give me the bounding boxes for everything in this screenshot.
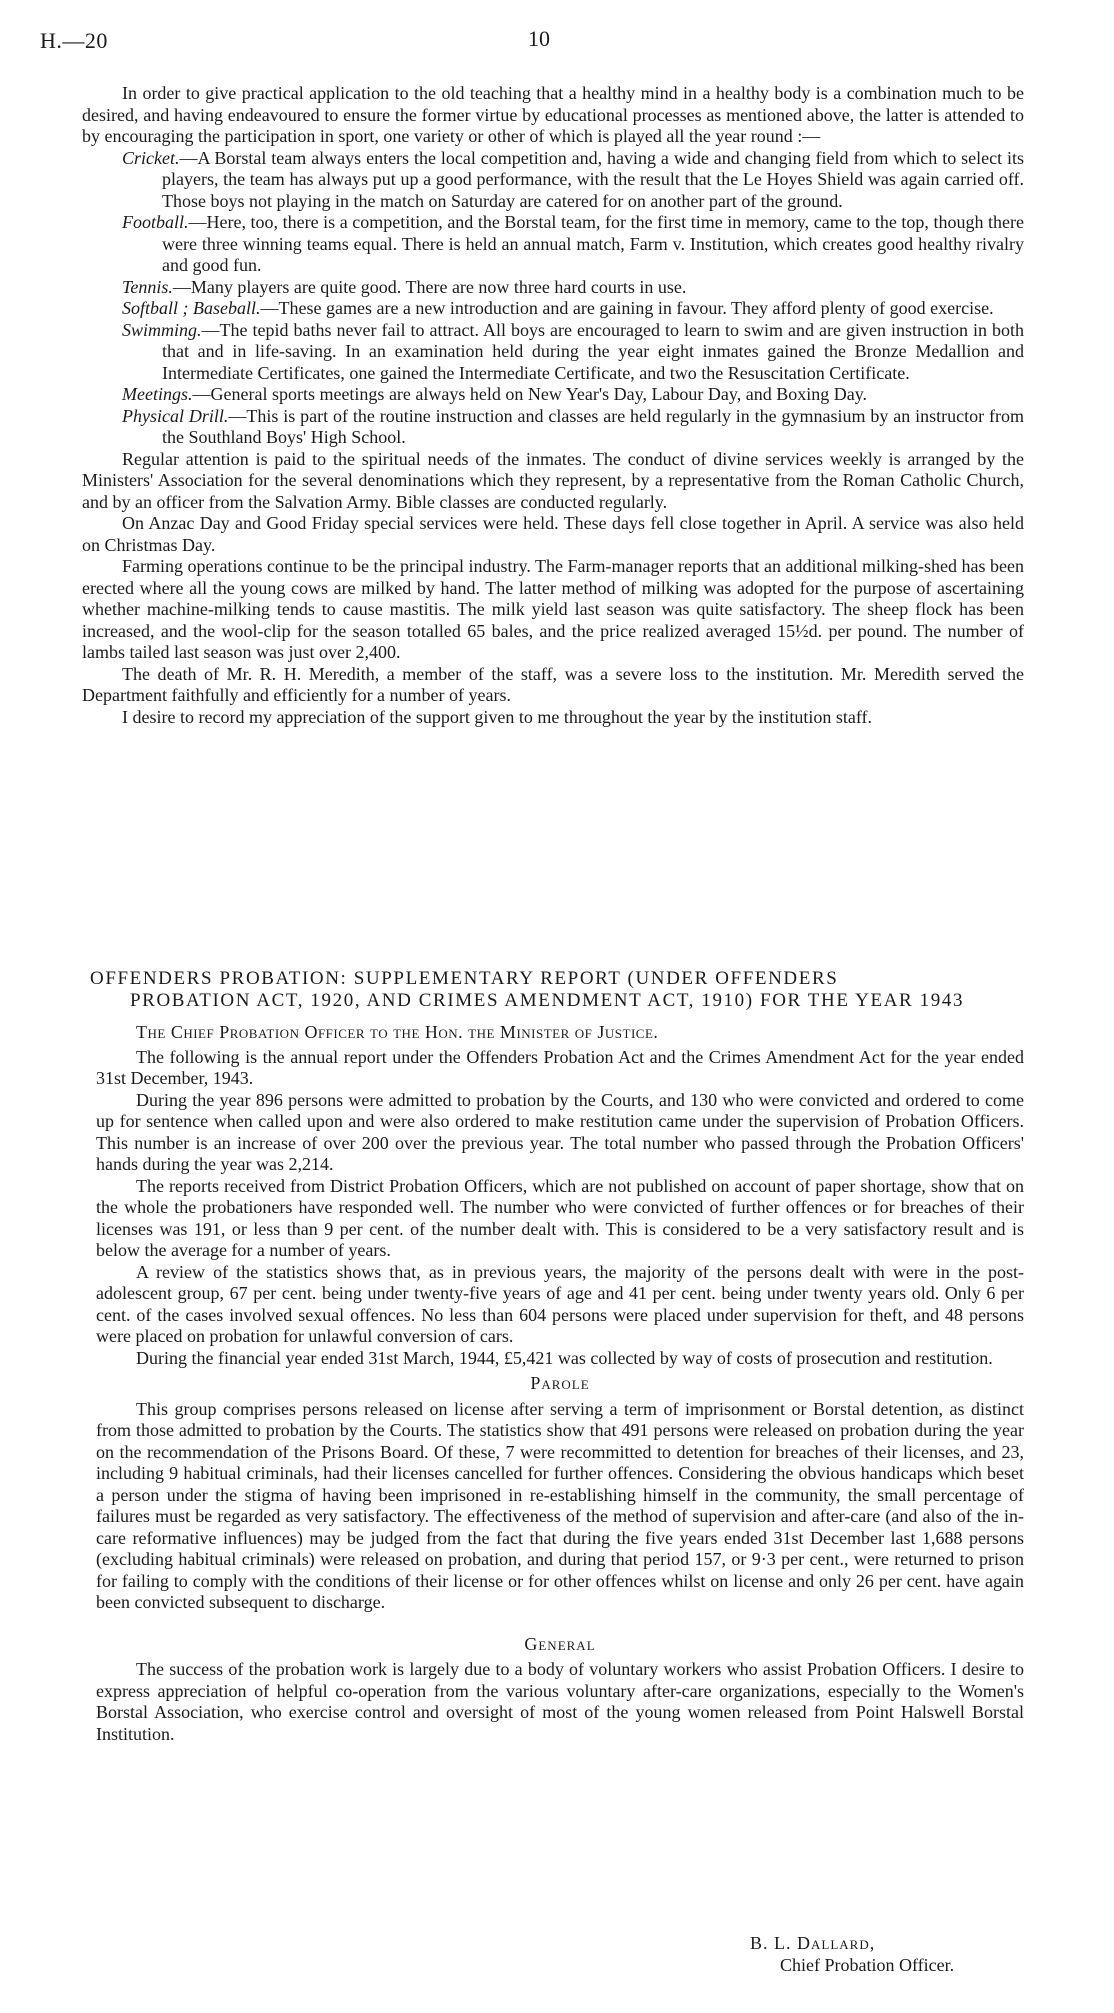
borstal-section [82, 83, 1024, 728]
sport-softball-baseball [82, 298, 1024, 320]
sport-name: Tennis. [122, 276, 173, 297]
sport-name: Football. [122, 212, 189, 232]
sport-physical-drill [82, 406, 1024, 449]
probation-paragraph-1: The following is the annual report under the Offenders Probation Act and the Crimes Amendment Act for the year ended 31st December, 1943. [96, 1046, 1024, 1088]
heading-line-2: PROBATION ACT, 1920, AND CRIMES AMENDMENT ACT, 1910) FOR THE YEAR 1943 [130, 990, 965, 1011]
intro-paragraph: In order to give practical application to the old teaching that a healthy mind in a healthy body is a combination much to be desired, and having endeavoured to ensure the former virtue by educational processes as mentioned above, the latter is attended to by encouraging the participation in sport, one variety or other of which is played all the year round :— [82, 83, 1024, 146]
probation-paragraph-4: A review of the statistics shows that, as in previous years, the majority of the persons dealt with were in the post-adolescent group, 67 per cent. being under twenty-five years of age and 41 per cent. being under twenty years old. Only 6 per cent. of the cases involved sexual offences. No less than 604 persons were placed under supervision for theft, and 48 persons were placed on probation for unlawful conversion of cars. [96, 1261, 1024, 1346]
sport-name: Softball ; Baseball. [122, 298, 261, 318]
sport-name: Physical Drill. [122, 405, 229, 426]
general-paragraph: The success of the probation work is largely due to a body of voluntary workers who assist Probation Officers. I desire to express appreciation of helpful co-operation from the various voluntary after-care organizations, especially to the Women's Borstal Association, who exercise control and oversight of most of the young women released from Point Halswell Borstal Institution. [96, 1659, 1024, 1744]
sport-text: —General sports meetings are always held on New Year's Day, Labour Day, and Boxing Day. [192, 384, 868, 404]
parole-heading: Parole [530, 1373, 590, 1393]
probation-section [96, 1022, 1024, 1745]
page-number: 10 [528, 26, 550, 51]
document-reference: H.—20 [40, 28, 108, 53]
appreciation-paragraph: I desire to record my appreciation of the support given to me throughout the year by the institution staff. [122, 706, 872, 727]
sport-cricket [82, 148, 1024, 213]
sport-swimming [82, 320, 1024, 385]
farming-paragraph: Farming operations continue to be the principal industry. The Farm-manager reports that an additional milking-shed has been erected where all the young cows are milked by hand. The latter method of milking was adopted for the purpose of ascertaining whether machine-milking tends to cause mastitis. The milk yield last season was quite satisfactory. The sheep flock has been increased, and the wool-clip for the season totalled 65 bales, and the price realized averaged 15½d. per pound. The number of lambs tailed last season was just over 2,400. [82, 556, 1024, 662]
probation-paragraph-3: The reports received from District Probation Officers, which are not published on account of paper shortage, show that on the whole the probationers have responded well. The number who were convicted of further offences or for breaches of their licenses was 191, or less than 9 per cent. of the number dealt with. This is considered to be a very satisfactory result and is below the average for a number of years. [96, 1175, 1024, 1260]
sport-meetings [82, 384, 1024, 406]
sport-text: —The tepid baths never fail to attract. All boys are encouraged to learn to swim and are given instruction in both that and in life-saving. In an examination held during the year eight inmates gained the Bronze Medallion and Intermediate Certificates, one gained the Intermediate Certificate, and two the Resuscitation Certificate. [162, 319, 1024, 383]
probation-paragraph-2: During the year 896 persons were admitted to probation by the Courts, and 130 who were convicted and ordered to come up for sentence when called upon and were also ordered to make restitution came under the supervision of Probation Officers. This number is an increase of over 200 over the previous year. The total number who passed through the Probation Officers' hands during the year was 2,214. [96, 1089, 1024, 1174]
parole-paragraph: This group comprises persons released on license after serving a term of imprisonment or Borstal detention, as distinct from those admitted to probation by the Courts. The statistics show that 491 persons were released on probation during the year on the recommendation of the Prisons Board. Of these, 7 were recommitted to detention for breaches of their licenses, and 23, including 9 habitual criminals, had their licenses cancelled for further offences. Considering the obvious handicaps which beset a person under the stigma of having been imprisoned in re-establishing himself in the community, the small percentage of failures must be regarded as very satisfactory. The effectiveness of the method of supervision and after-care (and also of the in-care reformative influences) may be judged from the fact that during the five years ended 31st December last 1,688 persons (excluding habitual criminals) were released on probation, and during that period 157, or 9·3 per cent., were returned to prison for failing to comply with the conditions of their license or for other offences whilst on license and only 26 per cent. have again been convicted subsequent to discharge. [96, 1398, 1024, 1612]
spiritual-paragraph: Regular attention is paid to the spiritual needs of the inmates. The conduct of divine services weekly is arranged by the Ministers' Association for the several denominations which they represent, by a representative from the Roman Catholic Church, and by an officer from the Salvation Army. Bible classes are conducted regularly. [82, 448, 1024, 512]
heading-line-1: OFFENDERS PROBATION: SUPPLEMENTARY REPORT (UNDER OFFENDERS [90, 968, 839, 989]
sport-tennis [82, 277, 1024, 299]
sport-text: —Many players are quite good. There are now three hard courts in use. [172, 276, 687, 297]
sport-name: Meetings. [122, 384, 193, 404]
sport-text: —This is part of the routine instruction and classes are held regularly in the gymnasium by an instructor from the Southland Boys' High School. [162, 405, 1024, 447]
sport-name: Cricket. [122, 147, 180, 168]
signature-block [750, 1932, 954, 1976]
meredith-paragraph: The death of Mr. R. H. Meredith, a member of the staff, was a severe loss to the institution. Mr. Meredith served the Department faithfully and efficiently for a number of years. [82, 663, 1024, 705]
sport-text: —These games are a new introduction and are gaining in favour. They afford plenty of good exercise. [260, 298, 994, 318]
addressee-line: The Chief Probation Officer to the Hon. the Minister of Justice. [136, 1022, 659, 1042]
signature-title: Chief Probation Officer. [780, 1955, 955, 1975]
probation-paragraph-5: During the financial year ended 31st March, 1944, £5,421 was collected by way of costs of prosecution and restitution. [136, 1347, 993, 1368]
services-paragraph: On Anzac Day and Good Friday special services were held. These days fell close together in April. A service was also held on Christmas Day. [82, 513, 1024, 555]
signature-name: B. L. Dallard, [750, 1933, 876, 1953]
sport-text: —A Borstal team always enters the local competition and, having a wide and changing field from which to select its players, the team has always put up a good performance, with the result that the Le Hoyes Shield was again carried off. Those boys not playing in the match on Saturday are catered for on another part of the ground. [162, 147, 1024, 211]
sport-text: —Here, too, there is a competition, and the Borstal team, for the first time in memory, came to the top, though there were three winning teams equal. There is held an annual match, Farm v. Institution, which creates good healthy rivalry and good fun. [162, 212, 1024, 275]
sport-football [82, 212, 1024, 277]
probation-heading [90, 968, 1020, 1012]
sport-name: Swimming. [122, 319, 202, 340]
general-heading: General [524, 1633, 596, 1654]
